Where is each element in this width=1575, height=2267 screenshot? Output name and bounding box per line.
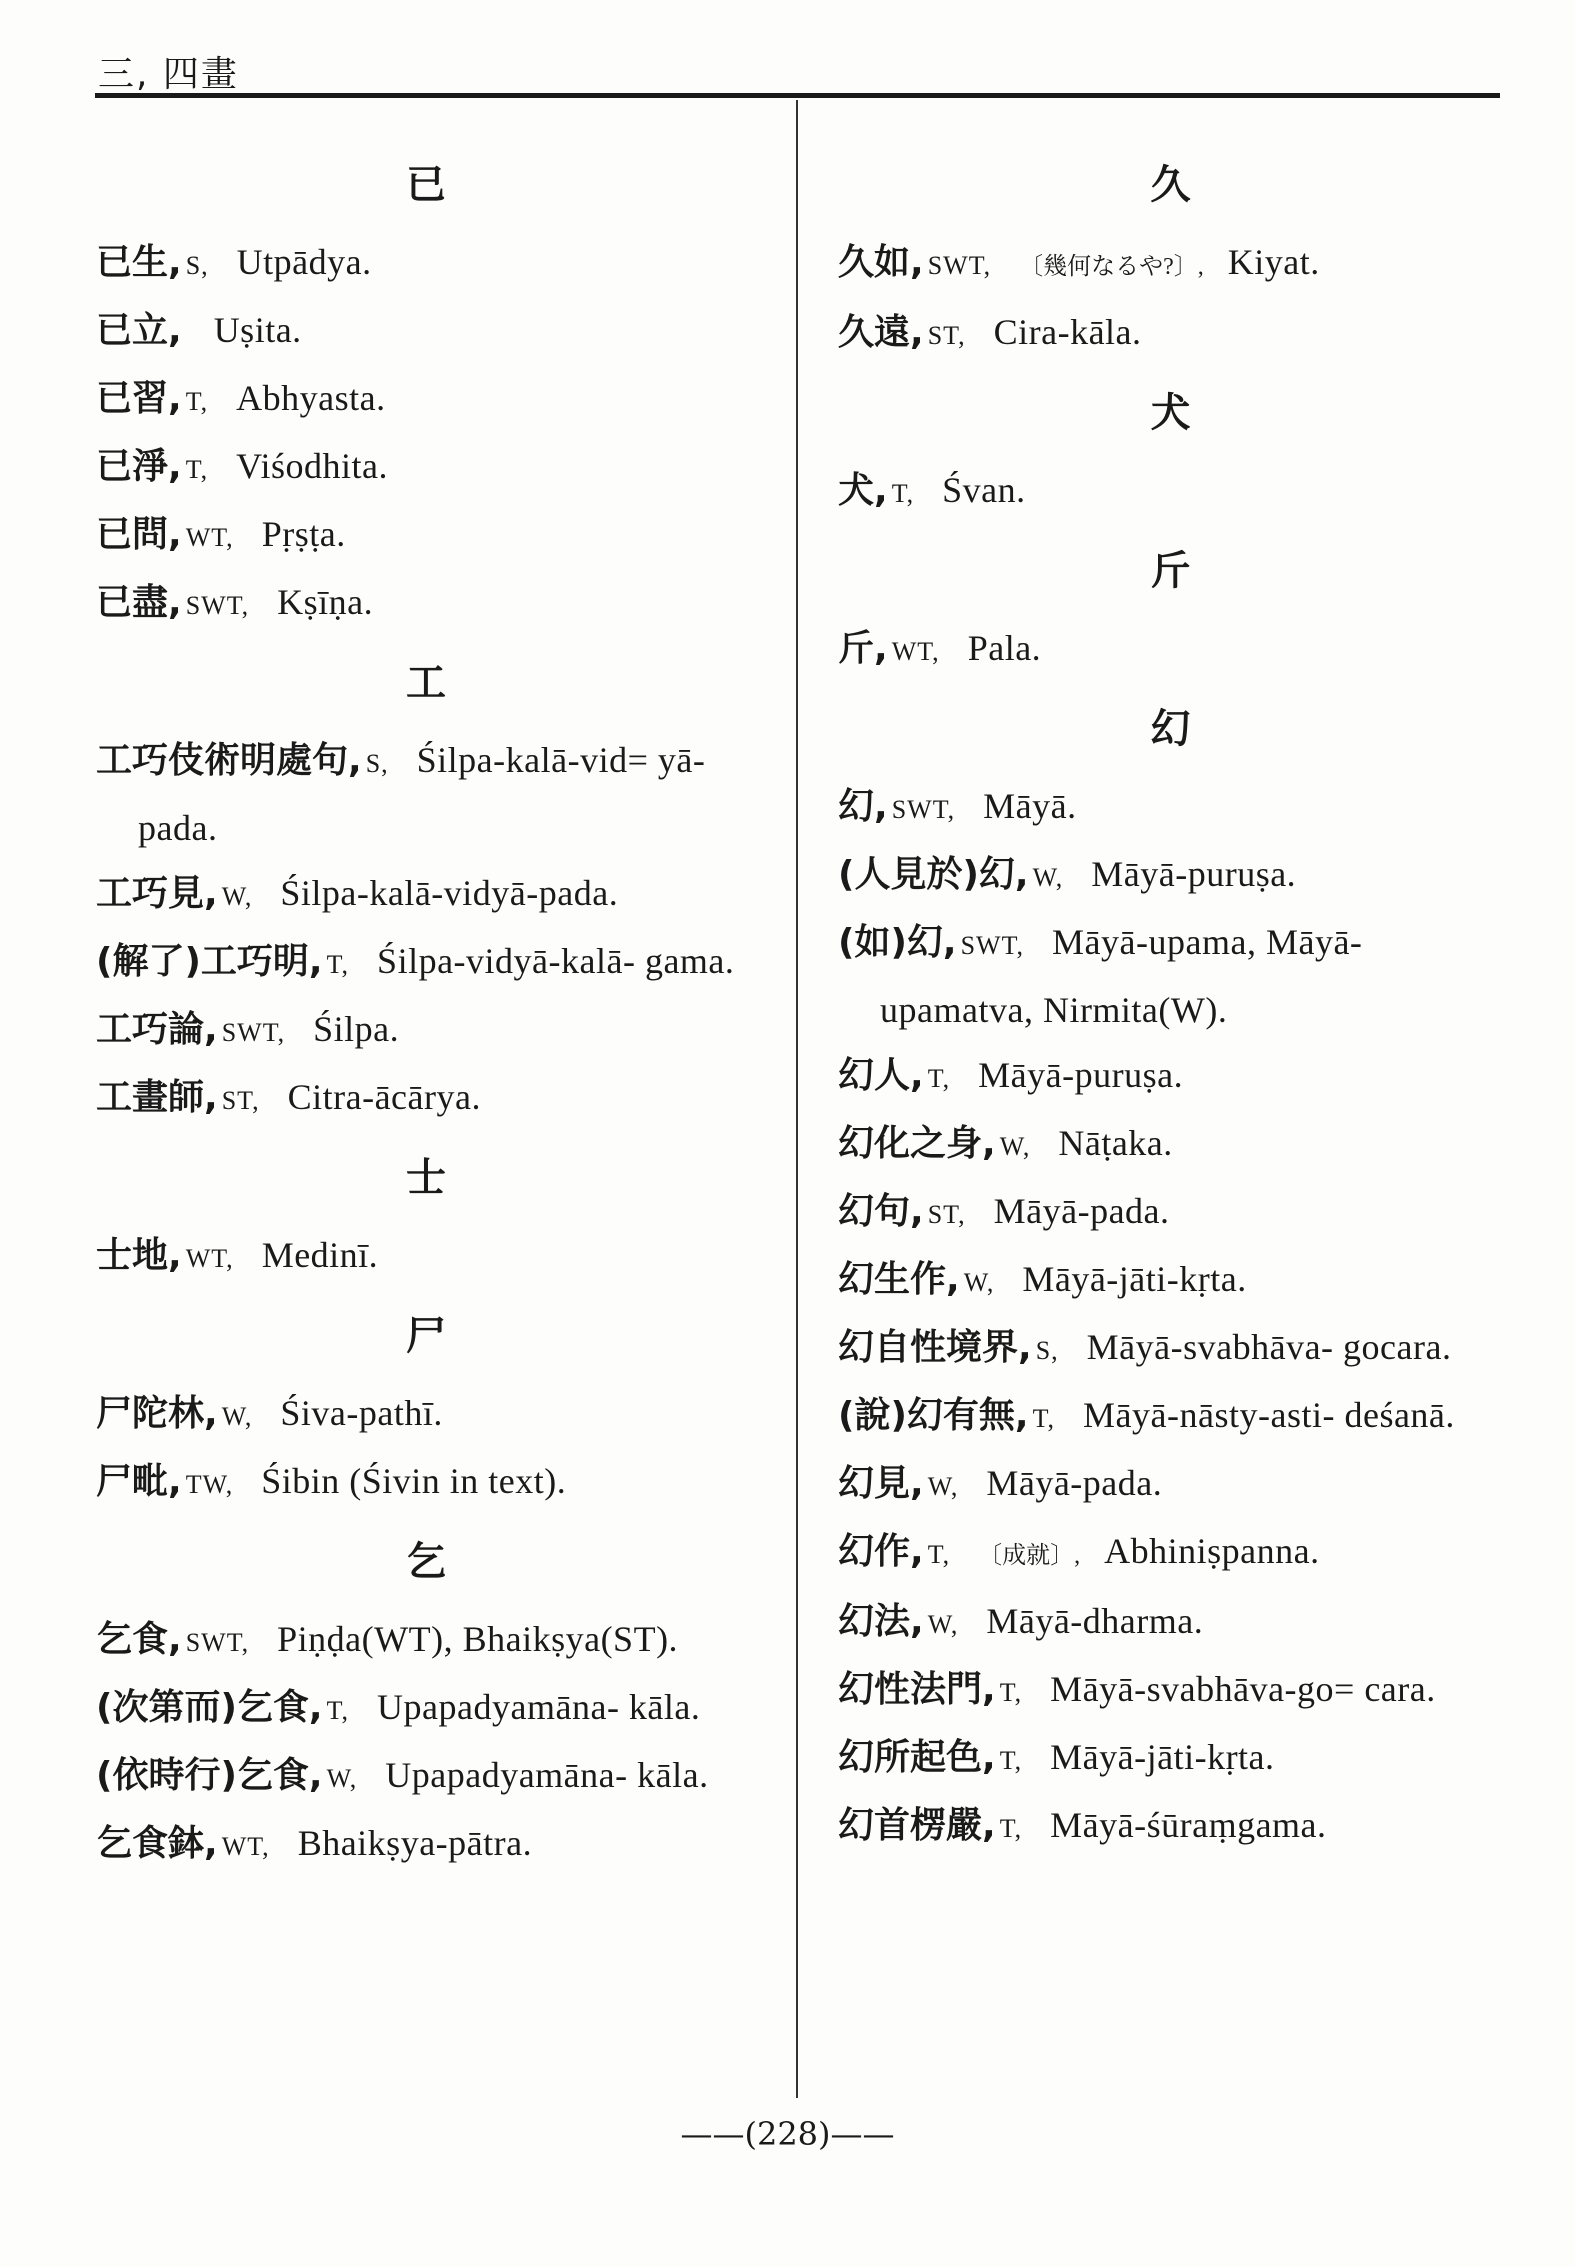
entry-source: W, xyxy=(927,1472,959,1501)
dictionary-entry xyxy=(96,366,756,434)
dictionary-entry xyxy=(96,1743,756,1811)
entry-source: T, xyxy=(185,455,209,484)
entry-sanskrit: Upapadyamāna- kāla. xyxy=(377,1687,701,1727)
entry-source: T, xyxy=(999,1678,1023,1707)
entry-chinese: 已立, xyxy=(96,310,182,351)
entry-chinese: 幻法, xyxy=(838,1601,924,1642)
entry-source: W, xyxy=(999,1132,1031,1161)
entry-sanskrit: Uṣita. xyxy=(213,310,302,350)
dictionary-entry xyxy=(838,842,1503,910)
entry-note: 〔幾何なるや?〕, xyxy=(1019,254,1204,280)
entry-sanskrit: Abhiniṣpanna. xyxy=(1104,1531,1320,1571)
entry-source: SWT, xyxy=(185,1628,250,1657)
entry-source: W, xyxy=(221,882,253,911)
entry-chinese: (人見於)幻, xyxy=(838,854,1029,895)
dictionary-entry xyxy=(838,1315,1503,1383)
entry-chinese: 乞食鉢, xyxy=(96,1823,218,1864)
entry-chinese: 乞食, xyxy=(96,1619,182,1660)
entry-chinese: 幻自性境界, xyxy=(838,1327,1032,1368)
entry-source: W, xyxy=(963,1268,995,1297)
dictionary-entry xyxy=(838,1519,1503,1589)
entry-source: SWT, xyxy=(927,251,992,280)
entry-chinese: (解了)工巧明, xyxy=(96,941,323,982)
entry-source: ST, xyxy=(927,1200,966,1229)
entry-sanskrit: Śilpa-kalā-vidyā-pada. xyxy=(280,873,619,913)
entry-source: T, xyxy=(1032,1404,1056,1433)
entry-sanskrit: Pala. xyxy=(967,628,1042,668)
entry-source: W, xyxy=(221,1402,253,1431)
left-column xyxy=(96,140,756,1879)
dictionary-entry xyxy=(96,728,756,861)
entry-chinese: 幻生作, xyxy=(838,1259,960,1300)
entry-chinese: 幻句, xyxy=(838,1191,924,1232)
entry-sanskrit: Māyā-pada. xyxy=(986,1463,1163,1503)
entry-chinese: 幻首楞嚴, xyxy=(838,1805,996,1846)
entry-source: SWT, xyxy=(221,1018,286,1047)
dictionary-entry xyxy=(838,1179,1503,1247)
dictionary-entry xyxy=(838,1657,1503,1725)
entry-chinese: (次第而)乞食, xyxy=(96,1687,323,1728)
dictionary-entry xyxy=(96,1675,756,1743)
entry-source: TW, xyxy=(185,1470,234,1499)
entry-chinese: 久如, xyxy=(838,242,924,283)
entry-source: T, xyxy=(326,950,350,979)
entry-chinese: 工巧見, xyxy=(96,873,218,914)
dictionary-entry xyxy=(96,1449,756,1517)
entry-source: W, xyxy=(1032,863,1064,892)
right-column xyxy=(838,140,1503,1861)
dictionary-entry xyxy=(838,1725,1503,1793)
entry-chinese: 已生, xyxy=(96,242,182,283)
entry-source: WT, xyxy=(185,1244,234,1273)
entry-source: ST, xyxy=(221,1086,260,1115)
entry-source: W, xyxy=(927,1610,959,1639)
entry-chinese: 斤, xyxy=(838,628,888,669)
entry-chinese: 久遠, xyxy=(838,312,924,353)
entry-sanskrit: Śiva-pathī. xyxy=(280,1393,443,1433)
dictionary-entry xyxy=(96,997,756,1065)
header-title: 三, 四畫 xyxy=(98,54,239,95)
entry-sanskrit: Upapadyamāna- kāla. xyxy=(385,1755,709,1795)
section-heading: 士 xyxy=(406,1155,446,1201)
entry-chinese: 幻性法門, xyxy=(838,1669,996,1710)
page-number-value: 228 xyxy=(756,2115,819,2153)
entry-source: T, xyxy=(326,1696,350,1725)
dictionary-entry xyxy=(96,929,756,997)
entry-chinese: 尸毗, xyxy=(96,1461,182,1502)
entry-sanskrit: Utpādya. xyxy=(236,242,372,282)
entry-sanskrit: Śvan. xyxy=(942,470,1026,510)
entry-sanskrit: Śibin (Śivin in text). xyxy=(261,1461,567,1501)
dictionary-entry xyxy=(96,1223,756,1291)
entry-chinese: 尸陀林, xyxy=(96,1393,218,1434)
running-header xyxy=(98,46,239,97)
entry-sanskrit: Māyā-jāti-kṛta. xyxy=(1050,1737,1275,1777)
entry-source: T, xyxy=(185,387,209,416)
entry-chinese: 已問, xyxy=(96,514,182,555)
entry-sanskrit: Māyā-dharma. xyxy=(986,1601,1204,1641)
entry-source: T, xyxy=(999,1746,1023,1775)
entry-sanskrit: Māyā-jāti-kṛta. xyxy=(1022,1259,1247,1299)
entry-sanskrit: Viśodhita. xyxy=(236,446,388,486)
entry-sanskrit: Śilpa-kalā-vid= yā-pada. xyxy=(138,740,706,848)
section-heading: 斤 xyxy=(1150,548,1191,594)
entry-chinese: 幻化之身, xyxy=(838,1123,996,1164)
section-heading: 犬 xyxy=(1150,390,1191,436)
entry-sanskrit: Kiyat. xyxy=(1227,242,1320,282)
dictionary-entry xyxy=(96,502,756,570)
entry-sanskrit: Kṣīṇa. xyxy=(277,582,374,622)
entry-chinese: 工巧論, xyxy=(96,1009,218,1050)
entry-chinese: 犬, xyxy=(838,470,888,511)
entry-chinese: 幻, xyxy=(838,786,888,827)
dictionary-entry xyxy=(838,230,1503,300)
entry-sanskrit: Bhaikṣya-pātra. xyxy=(297,1823,533,1863)
dictionary-entry xyxy=(96,434,756,502)
section-heading: 尸 xyxy=(406,1313,446,1359)
entry-chinese: 幻所起色, xyxy=(838,1737,996,1778)
entry-chinese: 工巧伎術明處句, xyxy=(96,740,362,781)
section-heading: 久 xyxy=(1150,162,1191,208)
dictionary-entry xyxy=(838,774,1503,842)
page-number: ——(228)—— xyxy=(680,2115,895,2153)
entry-note: 〔成就〕, xyxy=(978,1543,1081,1569)
section-heading: 幻 xyxy=(1150,706,1191,752)
entry-source: T, xyxy=(927,1064,951,1093)
entry-source: SWT, xyxy=(185,591,250,620)
entry-source: WT, xyxy=(221,1832,270,1861)
entry-source: SWT, xyxy=(891,795,956,824)
entry-sanskrit: Pṛṣṭa. xyxy=(261,514,346,554)
dictionary-entry xyxy=(96,298,756,366)
entry-source: WT, xyxy=(185,523,234,552)
entry-source: S, xyxy=(185,251,209,280)
entry-source: T, xyxy=(999,1814,1023,1843)
entry-sanskrit: Māyā-nāsty-asti- deśanā. xyxy=(1083,1395,1455,1435)
section-heading: 乞 xyxy=(406,1539,446,1585)
dictionary-entry xyxy=(838,1111,1503,1179)
entry-chinese: 工畫師, xyxy=(96,1077,218,1118)
dictionary-entry xyxy=(838,1247,1503,1315)
section-heading: 工 xyxy=(406,660,446,706)
entry-chinese: 已淨, xyxy=(96,446,182,487)
dictionary-entry xyxy=(96,1607,756,1675)
entry-chinese: 士地, xyxy=(96,1235,182,1276)
entry-sanskrit: Abhyasta. xyxy=(236,378,386,418)
entry-source: S, xyxy=(365,749,389,778)
entry-source: WT, xyxy=(891,637,940,666)
entry-chinese: 幻人, xyxy=(838,1055,924,1096)
dictionary-entry xyxy=(838,1793,1503,1861)
dictionary-entry xyxy=(96,1065,756,1133)
dictionary-entry xyxy=(838,458,1503,526)
header-rule xyxy=(95,93,1500,98)
entry-sanskrit: Cira-kāla. xyxy=(993,312,1142,352)
dictionary-entry xyxy=(96,1811,756,1879)
entry-chinese: (說)幻有無, xyxy=(838,1395,1029,1436)
entry-sanskrit: Māyā-puruṣa. xyxy=(978,1055,1184,1095)
entry-sanskrit: Māyā-puruṣa. xyxy=(1091,854,1297,894)
dictionary-entry xyxy=(96,1381,756,1449)
entry-sanskrit: Māyā. xyxy=(983,786,1077,826)
entry-chinese: (依時行)乞食, xyxy=(96,1755,323,1796)
dictionary-entry xyxy=(96,570,756,638)
dictionary-entry xyxy=(838,1383,1503,1451)
entry-chinese: 已習, xyxy=(96,378,182,419)
entry-sanskrit: Māyā-śūraṃgama. xyxy=(1050,1805,1327,1845)
entry-sanskrit: Medinī. xyxy=(261,1235,379,1275)
column-divider xyxy=(796,100,798,2098)
entry-chinese: 幻見, xyxy=(838,1463,924,1504)
dictionary-entry xyxy=(838,616,1503,684)
entry-chinese: 已盡, xyxy=(96,582,182,623)
dictionary-entry xyxy=(838,910,1503,1043)
entry-sanskrit: Citra-ācārya. xyxy=(287,1077,481,1117)
entry-sanskrit: Nāṭaka. xyxy=(1058,1123,1173,1163)
entry-sanskrit: Śilpa-vidyā-kalā- gama. xyxy=(377,941,735,981)
dictionary-entry xyxy=(838,300,1503,368)
dictionary-entry xyxy=(96,861,756,929)
section-heading: 已 xyxy=(406,162,446,208)
entry-sanskrit: Piṇḍa(WT), Bhaikṣya(ST). xyxy=(277,1619,679,1659)
entry-source: S, xyxy=(1035,1336,1059,1365)
entry-sanskrit: Māyā-upama, Māyā- upamatva, Nirmita(W). xyxy=(880,922,1363,1030)
entry-source: T, xyxy=(891,479,915,508)
entry-chinese: (如)幻, xyxy=(838,922,957,963)
entry-source: ST, xyxy=(927,321,966,350)
entry-source: W, xyxy=(326,1764,358,1793)
dictionary-entry xyxy=(838,1043,1503,1111)
entry-source: SWT, xyxy=(960,931,1025,960)
entry-sanskrit: Śilpa. xyxy=(313,1009,400,1049)
dictionary-entry xyxy=(96,230,756,298)
dictionary-entry xyxy=(838,1451,1503,1519)
entry-sanskrit: Māyā-svabhāva-go= cara. xyxy=(1050,1669,1436,1709)
entry-sanskrit: Māyā-svabhāva- gocara. xyxy=(1086,1327,1452,1367)
entry-sanskrit: Māyā-pada. xyxy=(993,1191,1170,1231)
entry-source: T, xyxy=(927,1540,951,1569)
entry-chinese: 幻作, xyxy=(838,1531,924,1572)
dictionary-entry xyxy=(838,1589,1503,1657)
